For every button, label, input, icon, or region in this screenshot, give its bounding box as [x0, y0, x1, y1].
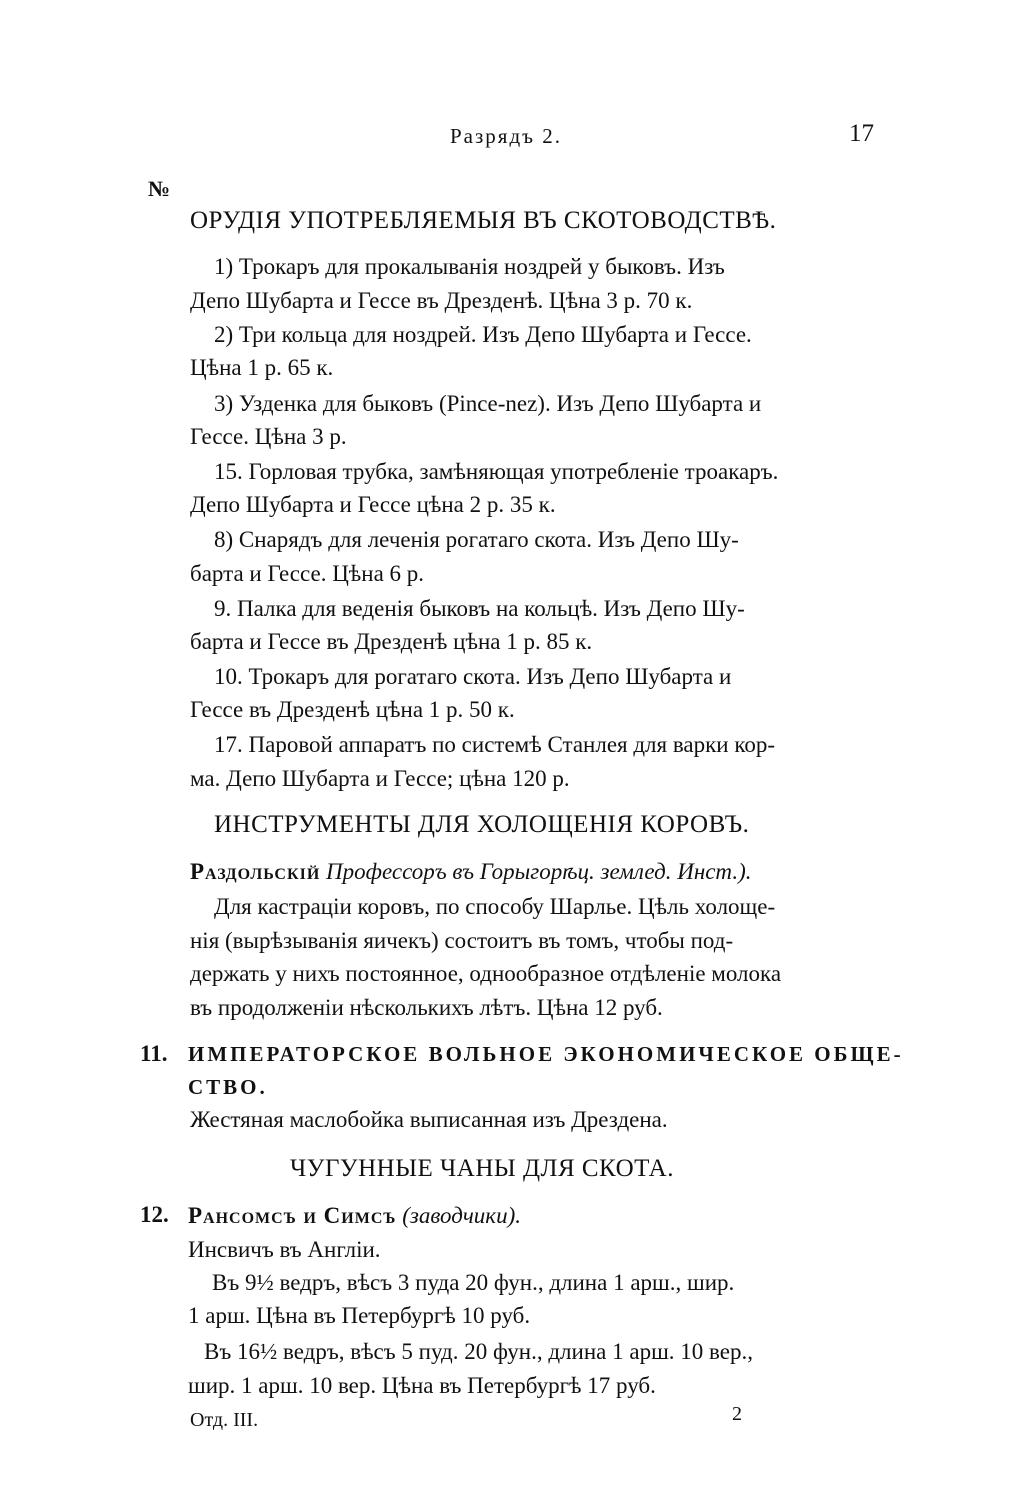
text-line: Гессе. Цѣна 3 р.	[190, 424, 347, 449]
text-line: въ продолженіи нѣсколькихъ лѣтъ. Цѣна 12 руб.	[190, 995, 663, 1020]
author-line	[190, 859, 751, 885]
text-line: барта и Гессе въ Дрезденѣ цѣна 1 р. 85 к.	[190, 629, 593, 654]
section-heading-vats: ЧУГУННЫЕ ЧАНЫ ДЛЯ СКОТА.	[290, 1155, 674, 1182]
section-heading-tools: ОРУДІЯ УПОТРЕБЛЯЕМЫЯ ВЪ СКОТОВОДСТВѢ.	[190, 207, 777, 234]
text-line: 15. Горловая трубка, замѣняющая употребленіе троакаръ.	[214, 459, 779, 484]
text-line: Депо Шубарта и Гессе въ Дрезденѣ. Цѣна 3 р. 70 к.	[190, 288, 693, 313]
author-title: Профессоръ въ Горыгорѣц. землед. Инст.).	[326, 859, 752, 884]
text-line: 9. Палка для веденія быковъ на кольцѣ. Изъ Депо Шу-	[214, 596, 745, 621]
text-line: Въ 16½ ведръ, вѣсъ 5 пуд. 20 фун., длина 1 арш. 10 вер.,	[204, 1339, 753, 1364]
text-line: 1 арш. Цѣна въ Петербургѣ 10 руб.	[188, 1303, 531, 1328]
maker-name: Рансомсъ и Симсъ	[188, 1203, 397, 1228]
text-line: 10. Трокаръ для рогатаго скота. Изъ Депо Шубарта и	[214, 664, 732, 689]
text-line: Жестяная маслобойка выписанная изъ Дрездена.	[190, 1107, 668, 1132]
text-line: барта и Гессе. Цѣна 6 р.	[190, 561, 425, 586]
text-line: 3) Узденка для быковъ (Pince-nez). Изъ Депо Шубарта и	[214, 391, 762, 416]
text-line: Цѣна 1 р. 65 к.	[190, 355, 334, 380]
text-line: ма. Депо Шубарта и Гессе; цѣна 120 р.	[190, 766, 570, 791]
text-line: 8) Снарядъ для леченія рогатаго скота. Изъ Депо Шу-	[214, 527, 739, 552]
text-line: 17. Паровой аппаратъ по системѣ Станлея для варки кор-	[214, 732, 776, 757]
entry-number: 11.	[140, 1041, 168, 1066]
maker-line	[188, 1203, 521, 1229]
society-name-cont: СТВО.	[188, 1075, 268, 1099]
text-line: Гессе въ Дрезденѣ цѣна 1 р. 50 к.	[190, 697, 515, 722]
text-line: Депо Шубарта и Гессе цѣна 2 р. 35 к.	[190, 492, 556, 517]
footer-signature: Отд. III.	[190, 1409, 259, 1431]
number-sign: №	[148, 176, 171, 201]
text-line: 2) Три кольца для ноздрей. Изъ Депо Шубарта и Гессе.	[214, 322, 752, 347]
text-line: шир. 1 арш. 10 вер. Цѣна въ Петербургѣ 17 руб.	[188, 1373, 656, 1398]
section-heading-instruments: ИНСТРУМЕНТЫ ДЛЯ ХОЛОЩЕНІЯ КОРОВЪ.	[214, 811, 750, 838]
author-name: Раздольскій	[190, 859, 321, 884]
sheet-mark: 2	[732, 1403, 742, 1425]
page-number: 17	[849, 120, 874, 147]
running-header: Разрядъ 2.	[450, 124, 562, 148]
text-line: Въ 9½ ведръ, вѣсъ 3 пуда 20 фун., длина 1 арш., шир.	[212, 1270, 735, 1295]
text-line: Для кастраціи коровъ, по способу Шарлье. Цѣль холоще-	[214, 894, 776, 919]
text-line: нія (вырѣзыванія яичекъ) состоитъ въ томъ, чтобы под-	[190, 928, 734, 953]
text-line: 1) Трокаръ для прокалыванія ноздрей у быковъ. Изъ	[214, 254, 725, 279]
text-line: держать у нихъ постоянное, однообразное отдѣленіе молока	[190, 961, 782, 986]
entry-number: 12.	[140, 1202, 169, 1227]
society-name: ИМПЕРАТОРСКОЕ ВОЛЬНОЕ ЭКОНОМИЧЕСКОЕ ОБЩЕ-	[188, 1042, 904, 1066]
text-line: Инсвичъ въ Англіи.	[188, 1237, 381, 1262]
maker-role: (заводчики).	[402, 1203, 521, 1228]
